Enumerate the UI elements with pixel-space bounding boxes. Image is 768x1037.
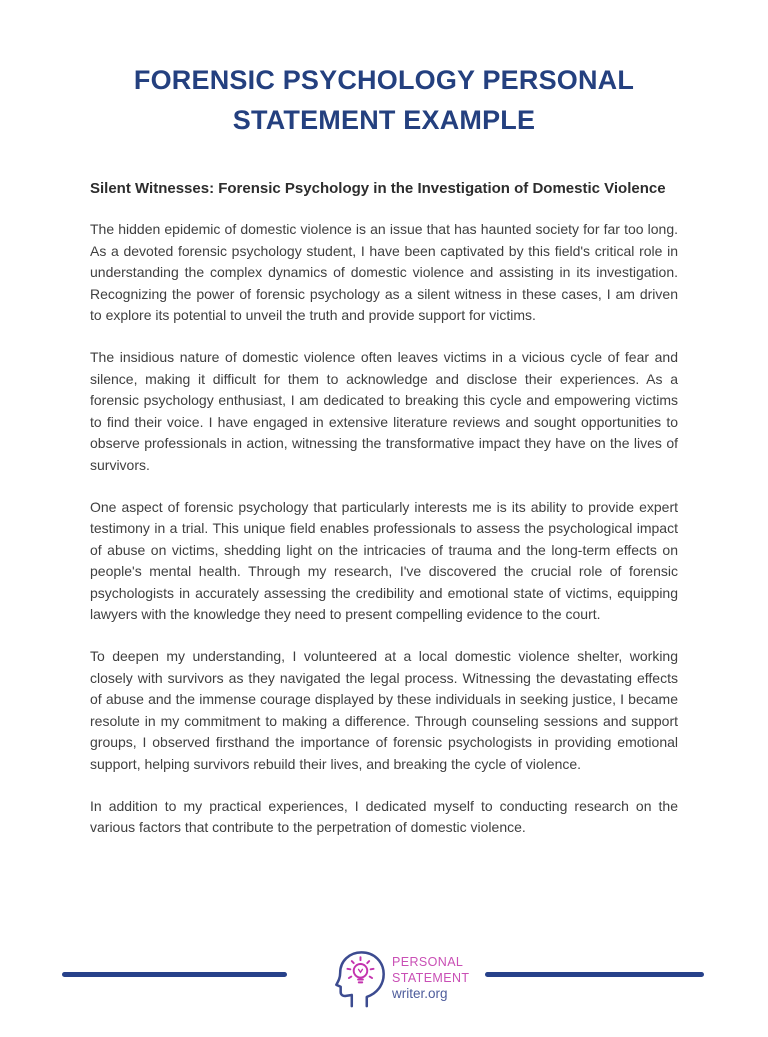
brand-wordmark: [392, 948, 469, 1002]
head-lightbulb-icon: [331, 948, 389, 1010]
page-title: [0, 60, 768, 140]
footer-divider-right: [485, 972, 704, 977]
brand-logo: [331, 948, 469, 1010]
essay-paragraph-1: The hidden epidemic of domestic violence is an issue that has haunted society for far too long. As a devoted forensic psychology student, I have been captivated by this field's critical role in understanding the complex dynamics of domestic violence and assisting in its investigation. Recognizing the power of forensic psychology as a silent witness in these cases, I am driven to explore its potential to unveil the truth and provide support for victims.: [90, 221, 678, 323]
essay-paragraph-4: To deepen my understanding, I volunteered at a local domestic violence shelter, working closely with survivors as they navigated the legal process. Witnessing the devastating effects of abuse and the immense courage displayed by these individuals in seeking justice, I became resolute in my commitment to making a difference. Through counseling sessions and support groups, I observed firsthand the importance of forensic psychologists in providing emotional support, helping survivors rebuild their lives, and breaking the cycle of violence.: [90, 648, 678, 772]
essay-paragraph-3: One aspect of forensic psychology that particularly interests me is its ability to provide expert testimony in a trial. This unique field enables professionals to assess the psychological impact of abuse on victims, shedding light on the intricacies of trauma and the long-term effects on people's mental health. Through my research, I've discovered the crucial role of forensic psychologists in accurately assessing the credibility and emotional state of victims, equipping lawyers with the knowledge they need to present compelling evidence to the court.: [90, 498, 678, 622]
essay-heading: Silent Witnesses: Forensic Psychology in the Investigation of Domestic Violence: [90, 180, 666, 197]
brand-word-personal: PERSONAL: [392, 955, 464, 969]
brand-word-statement: STATEMENT: [392, 970, 470, 985]
page-title-line1: FORENSIC PSYCHOLOGY PERSONAL: [133, 65, 635, 96]
essay-body: [90, 178, 678, 859]
essay-paragraph-2: The insidious nature of domestic violence often leaves victims in a vicious cycle of fear and silence, making it difficult for them to acknowledge and disclose their experiences. As a forensic psychology enthusiast, I am dedicated to breaking this cycle and empowering victims to find their voice. I have engaged in extensive literature reviews and sought opportunities to observe professionals in action, witnessing the transformative impact they have on the lives of survivors.: [90, 349, 678, 473]
footer-divider-left: [62, 972, 287, 977]
brand-domain: writer.org: [392, 986, 448, 1001]
page-title-line2: STATEMENT EXAMPLE: [232, 105, 536, 136]
essay-paragraph-5: In addition to my practical experiences, I dedicated myself to conducting research on the various factors that contribute to the perpetration of domestic violence.: [90, 797, 678, 835]
